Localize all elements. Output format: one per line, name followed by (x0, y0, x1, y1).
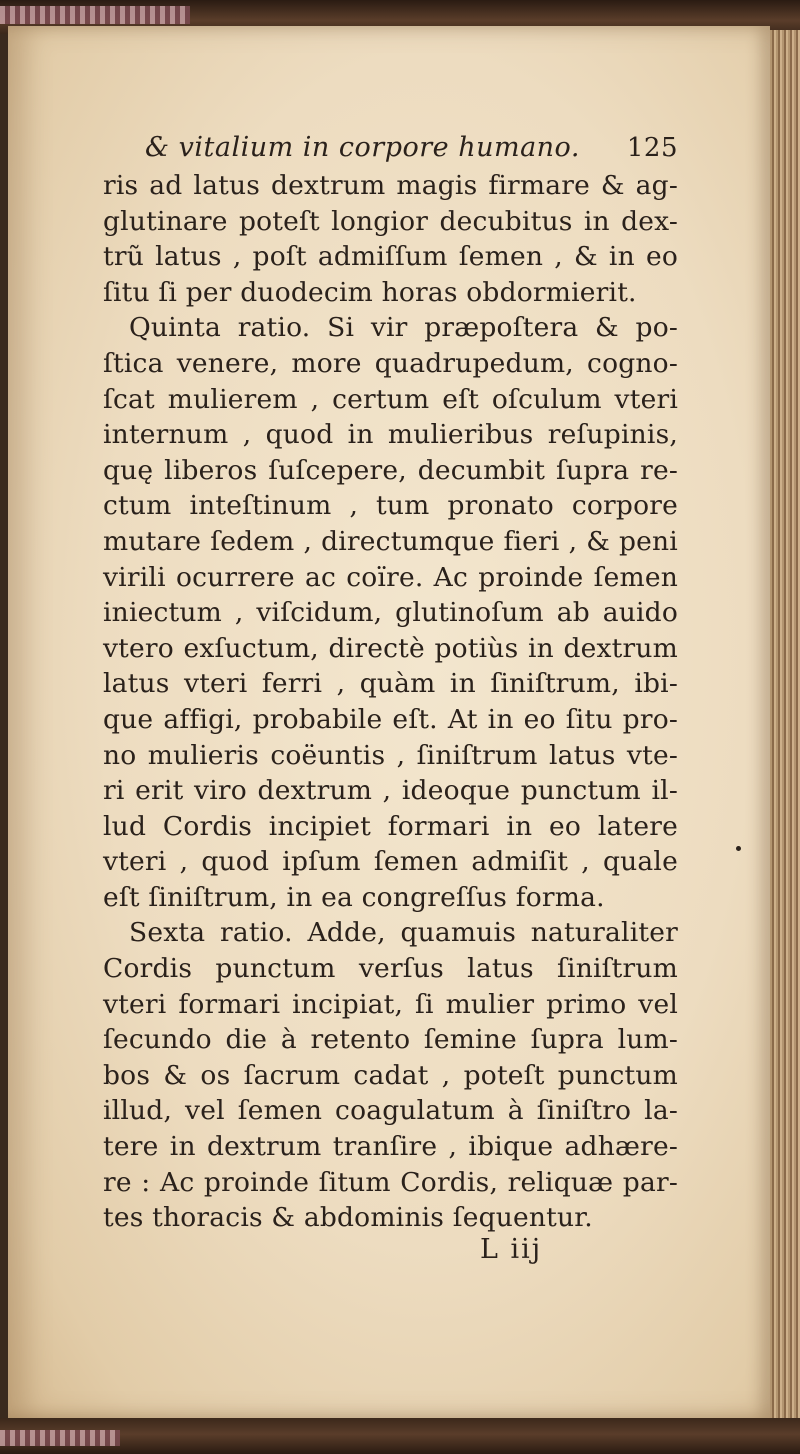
text-line: lud Cordis incipiet formari in eo latere (103, 810, 678, 842)
text-block (103, 128, 678, 1236)
page-number: 125 (626, 133, 678, 163)
text-line: virili ocurrere ac coïre. Ac proinde ſemen (103, 561, 678, 593)
book-bottom-edge (0, 1418, 800, 1454)
text-line: Cordis punctum verſus latus ſiniſtrum (103, 953, 678, 985)
text-line: tes thoracis & abdominis ſequentur. (103, 1202, 593, 1234)
text-line: ctum inteſtinum , tum pronato corpore (103, 490, 678, 522)
text-line: quę liberos ſuſcepere, decumbit ſupra re- (103, 454, 678, 486)
text-line: mutare ſedem , directumque fieri , & peni (103, 525, 678, 557)
running-head (103, 128, 678, 168)
text-line: ſtica venere, more quadrupedum, cogno- (103, 347, 678, 379)
text-line: illud, vel ſemen coagulatum à ſiniſtro la- (103, 1095, 678, 1127)
text-line: bos & os ſacrum cadat , poteſt punctum (103, 1059, 678, 1091)
signature-mark: L iij (480, 1234, 543, 1265)
text-line: eſt ſiniſtrum, in ea congreſſus forma. (103, 881, 605, 913)
text-line: vteri formari incipiat, ſi mulier primo vel (103, 988, 678, 1020)
text-line: Sexta ratio. Adde, quamuis naturaliter (129, 917, 678, 949)
text-line: internum , quod in mulieribus reſupinis, (103, 419, 678, 451)
text-line: iniectum , viſcidum, glutinoſum ab auido (103, 597, 678, 629)
text-line: que affigi, probabile eſt. At in eo ſitu pro- (103, 703, 678, 735)
page-fore-edge (770, 30, 800, 1420)
text-line: vteri , quod ipſum ſemen admiſit , quale (103, 846, 678, 878)
running-title: & vitalium in corpore humano. (145, 132, 580, 163)
text-line: glutinare poteſt longior decubitus in dex- (103, 205, 678, 237)
text-line: Quinta ratio. Si vir præpoſtera & po- (129, 312, 678, 344)
text-line: ſecundo die à retento ſemine ſupra lum- (103, 1024, 678, 1056)
text-line: trũ latus , poſt admiſſum ſemen , & in eo (103, 241, 678, 273)
text-line: ſitu ſi per duodecim horas obdormierit. (103, 276, 637, 308)
text-line: ſcat mulierem , certum eſt oſculum vteri (103, 383, 678, 415)
text-line: latus vteri ferri , quàm in ſiniſtrum, ibi- (103, 668, 678, 700)
text-line: vtero exſuctum, directè potiùs in dextrum (103, 632, 678, 664)
text-line: ri erit viro dextrum , ideoque punctum il- (103, 775, 678, 807)
text-line: ris ad latus dextrum magis firmare & ag- (103, 170, 678, 201)
text-line: tere in dextrum tranſire , ibique adhære- (103, 1131, 678, 1163)
text-line: re : Ac proinde ſitum Cordis, reliquæ par- (103, 1166, 678, 1198)
ink-speck (736, 846, 741, 851)
text-line: no mulieris coëuntis , ſiniſtrum latus vte- (103, 739, 678, 771)
